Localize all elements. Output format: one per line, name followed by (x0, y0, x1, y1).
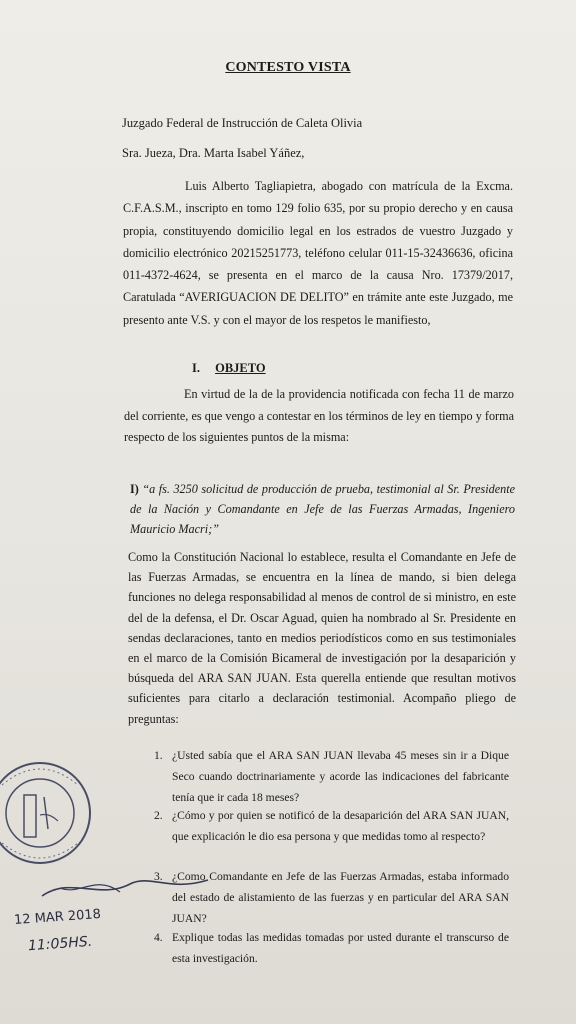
question-text: ¿Cómo y por quien se notificó de la desaparición del ARA SAN JUAN, que explicación le dio esa persona y que medidas tomo al respecto? (172, 809, 509, 843)
section-number: I. (192, 361, 200, 375)
court-seal-stamp (0, 755, 92, 865)
question-text: ¿Como Comandante en Jefe de las Fuerzas Armadas, estaba informado del estado de alistamiento de las fuerzas y en particular del ARA SAN JUAN? (172, 870, 509, 925)
document-title: CONTESTO VISTA (225, 60, 351, 75)
intro-paragraph (123, 175, 513, 331)
judge-line: Sra. Jueza, Dra. Marta Isabel Yáñez, (122, 146, 305, 160)
point-quote (130, 479, 515, 539)
question-number: 2. (154, 809, 163, 822)
stamp-time: 11:05HS. (27, 933, 93, 955)
point-label: I) (130, 482, 139, 496)
question-text: ¿Usted sabía que el ARA SAN JUAN llevaba 45 meses sin ir a Dique Seco cuando doctrinariamente y acorde las indicaciones del fabricante tenía que ir cada 18 meses? (172, 749, 509, 804)
point-quote-text: “a fs. 3250 solicitud de producción de prueba, testimonial al Sr. Presidente de la Nación y Comandante en Jefe de las Fuerzas Armadas, Ingeniero Mauricio Macri;” (130, 482, 515, 536)
signature-scribble (40, 866, 210, 906)
question-item (154, 746, 509, 808)
body-paragraph: Como la Constitución Nacional lo establece, resulta el Comandante en Jefe de las Fuerzas Armadas, se encuentra en la línea de mando, si bien delega funciones no delega responsabilidad al menos de control de si ministro, en este del de la defensa, el Dr. Oscar Aguad, quien ha nombrado al Sr. Presidente en sendas declaraciones, tanto en medios periodísticos como en sus testimoniales en el marco de la Comisión Bicameral de investigación por la desaparición y búsqueda del ARA SAN JUAN. Esta querella entiende que resultan motivos suficientes para citarlo a declaración testimonial. Acompaño pliego de preguntas: (128, 550, 516, 726)
section-title: OBJETO (215, 361, 266, 375)
question-number: 1. (154, 749, 163, 762)
objeto-paragraph (124, 384, 514, 449)
question-text: Explique todas las medidas tomadas por usted durante el transcurso de esta investigación. (172, 931, 509, 965)
objeto-text: En virtud de la de la providencia notificada con fecha 11 de marzo del corriente, es que vengo a contestar en los términos de ley en tiempo y forma respecto de los siguientes puntos de la misma: (124, 387, 514, 444)
stamp-date: 12 MAR 2018 (13, 906, 102, 929)
question-number: 4. (154, 931, 163, 944)
question-item (154, 806, 509, 848)
section-heading (192, 361, 266, 376)
question-item (154, 928, 509, 970)
court-line: Juzgado Federal de Instrucción de Caleta Olivia (122, 116, 363, 130)
question-number: 3. (154, 870, 163, 883)
intro-text: Luis Alberto Tagliapietra, abogado con matrícula de la Excma. C.F.A.S.M., inscripto en tomo 129 folio 635, por su propio derecho y en causa propia, constituyendo domicilio legal en los estrados de vuestro Juzgado y domicilio electrónico 20215251773, teléfono celular 011-15-32436636, oficina 011-4372-4624, se presenta en el marco de la causa Nro. 17379/2017, Caratulada “AVERIGUACION DE DELITO” en trámite ante este Juzgado, me presento ante V.S. y con el mayor de los respetos le manifiesto, (123, 179, 513, 327)
